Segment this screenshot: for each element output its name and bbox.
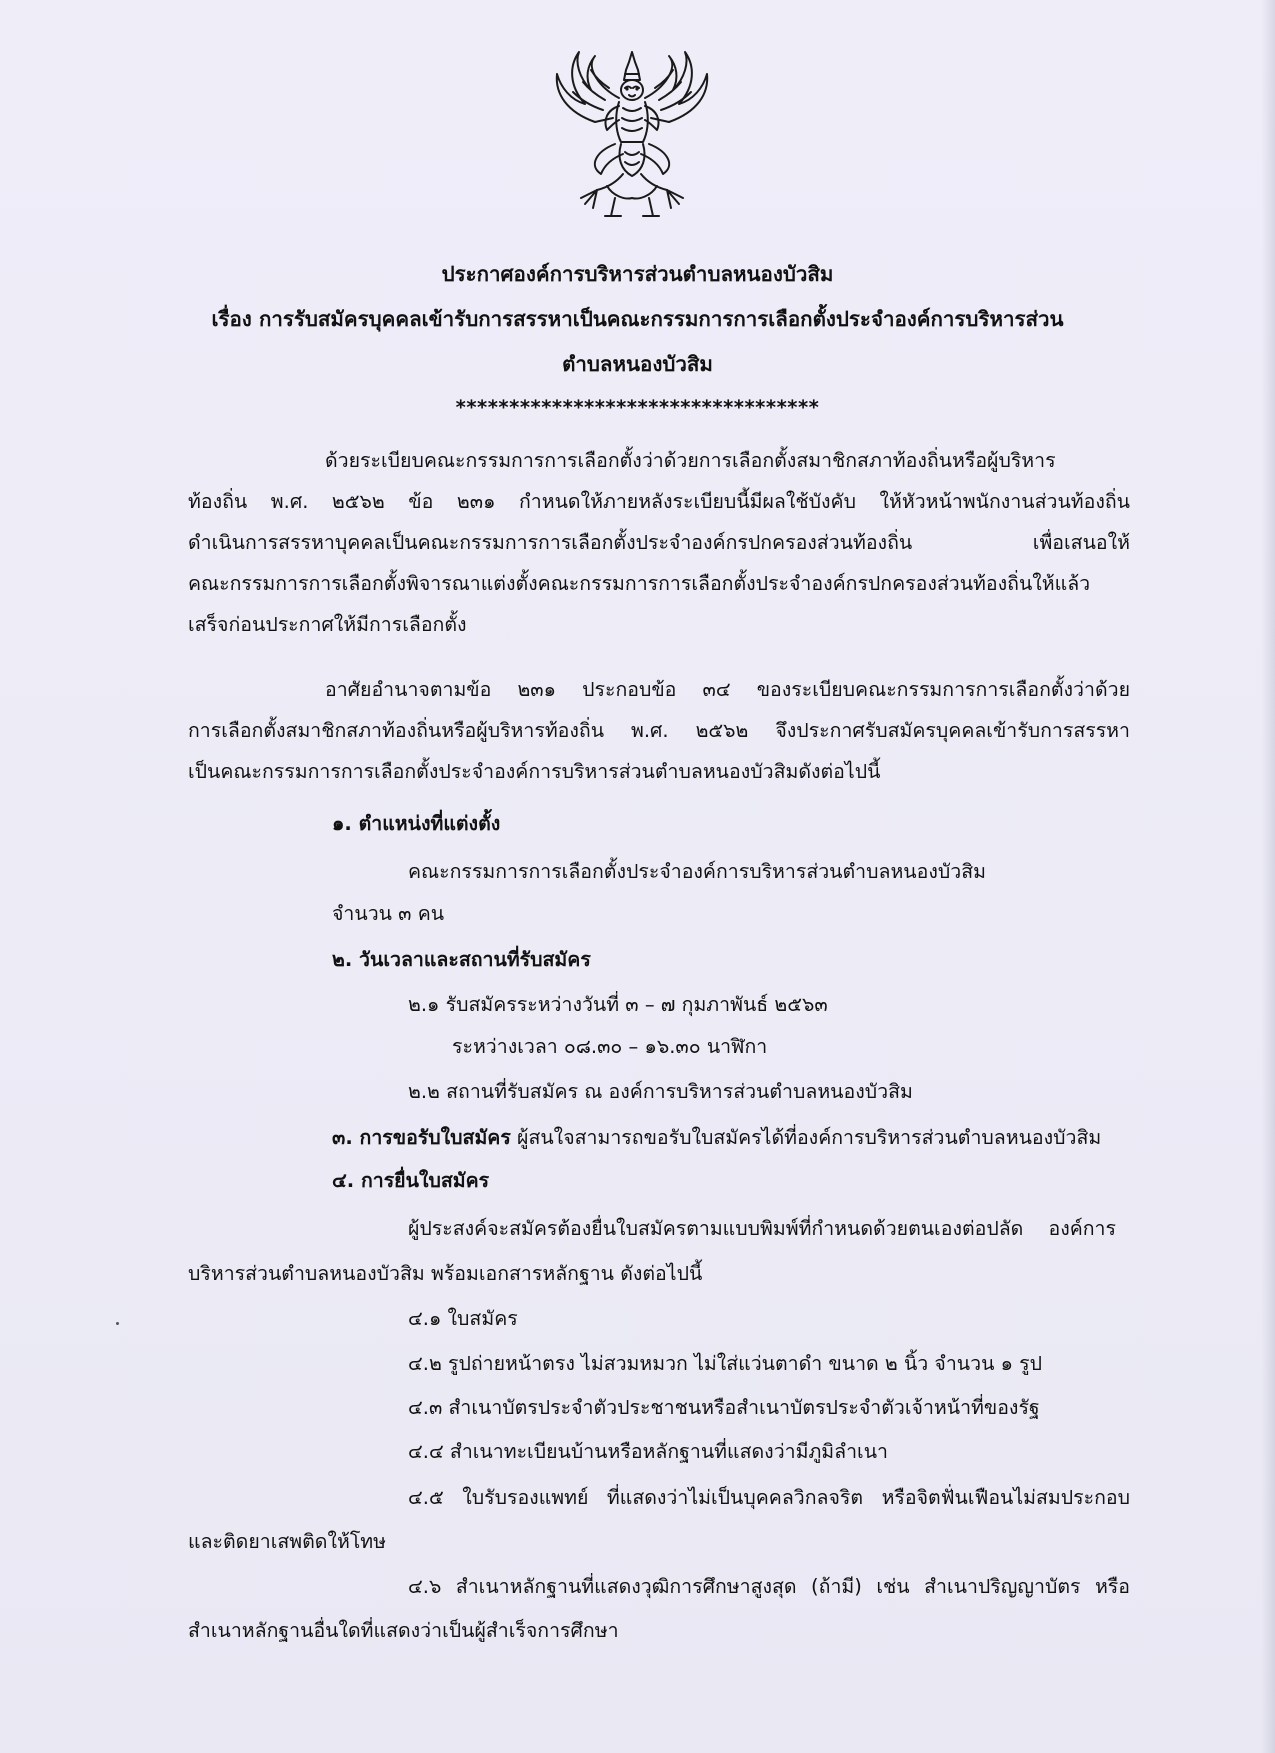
para2-line: การเลือกตั้งสมาชิกสภาท้องถิ่นหรือผู้บริหารท้องถิ่น พ.ศ. ๒๕๖๒ จึงประกาศรับสมัครบุคคลเข้ารับการสรรหา (188, 719, 1130, 742)
section4-item3: ๔.๓ สำเนาบัตรประจำตัวประชาชนหรือสำเนาบัตรประจำตัวเจ้าหน้าที่ของรัฐ (408, 1396, 1040, 1419)
section4-item5-line2: และติดยาเสพติดให้โทษ (188, 1530, 386, 1553)
section4-item5-line1: ๔.๕ ใบรับรองแพทย์ ที่แสดงว่าไม่เป็นบุคคลวิกลจริต หรือจิตฟั่นเฟือนไม่สมประกอบ (408, 1486, 1130, 1509)
section4-heading: ๔. การยื่นใบสมัคร (332, 1169, 490, 1192)
para1-line: คณะกรรมการการเลือกตั้งพิจารณาแต่งตั้งคณะกรรมการการเลือกตั้งประจำองค์กรปกครองส่วนท้องถิ่นให้แล้ว (188, 572, 1091, 595)
section2-item2: ๒.๒ สถานที่รับสมัคร ณ องค์การบริหารส่วนตำบลหนองบัวสิม (408, 1080, 913, 1103)
section4-item6-line2: สำเนาหลักฐานอื่นใดที่แสดงว่าเป็นผู้สำเร็จการศึกษา (188, 1619, 619, 1642)
separator: ********************************** (455, 396, 820, 419)
scan-speck (116, 1322, 119, 1325)
section4-intro-line1: ผู้ประสงค์จะสมัครต้องยื่นใบสมัครตามแบบพิมพ์ที่กำหนดด้วยตนเองต่อปลัด องค์การ (408, 1217, 1116, 1240)
section4-item2: ๔.๒ รูปถ่ายหน้าตรง ไม่สวมหมวก ไม่ใส่แว่นตาดำ ขนาด ๒ นิ้ว จำนวน ๑ รูป (408, 1352, 1043, 1375)
section4-item6-line1: ๔.๖ สำเนาหลักฐานที่แสดงวุฒิการศึกษาสูงสุด (ถ้ามี) เช่น สำเนาปริญญาบัตร หรือ (408, 1575, 1130, 1598)
section1-text: คณะกรรมการการเลือกตั้งประจำองค์การบริหารส่วนตำบลหนองบัวสิม (408, 860, 986, 883)
para2-line: อาศัยอำนาจตามข้อ ๒๓๑ ประกอบข้อ ๓๔ ของระเบียบคณะกรรมการการเลือกตั้งว่าด้วย (325, 678, 1130, 701)
section4-item4: ๔.๔ สำเนาทะเบียนบ้านหรือหลักฐานที่แสดงว่ามีภูมิลำเนา (408, 1440, 888, 1463)
section3-heading: ๓. การขอรับใบสมัคร (332, 1126, 511, 1149)
para1-line: ท้องถิ่น พ.ศ. ๒๕๖๒ ข้อ ๒๓๑ กำหนดให้ภายหลังระเบียบนี้มีผลใช้บังคับ ให้หัวหน้าพนักงานส่วนท้องถิ่น (188, 490, 1130, 513)
section2-heading: ๒. วันเวลาและสถานที่รับสมัคร (332, 948, 591, 971)
garuda-emblem-icon (545, 48, 720, 228)
para1-line: เสร็จก่อนประกาศให้มีการเลือกตั้ง (188, 613, 467, 636)
subject-line-cont: ตำบลหนองบัวสิม (562, 352, 713, 376)
para2-line: เป็นคณะกรรมการการเลือกตั้งประจำองค์การบริหารส่วนตำบลหนองบัวสิมดังต่อไปนี้ (188, 760, 881, 783)
page-title: ประกาศองค์การบริหารส่วนตำบลหนองบัวสิม (441, 262, 834, 286)
section2-item1-time: ระหว่างเวลา ๐๘.๓๐ – ๑๖.๓๐ นาฬิกา (452, 1035, 768, 1058)
subject-line: เรื่อง การรับสมัครบุคคลเข้ารับการสรรหาเป็นคณะกรรมการการเลือกตั้งประจำองค์การบริหารส่วน (211, 307, 1064, 331)
section3-line (332, 1126, 1101, 1150)
section1-heading: ๑. ตำแหน่งที่แต่งตั้ง (332, 812, 501, 835)
section2-item1: ๒.๑ รับสมัครระหว่างวันที่ ๓ – ๗ กุมภาพันธ์ ๒๕๖๓ (408, 993, 828, 1016)
section3-text: ผู้สนใจสามารถขอรับใบสมัครได้ที่องค์การบริหารส่วนตำบลหนองบัวสิม (510, 1126, 1102, 1149)
section1-count: จำนวน ๓ คน (332, 902, 445, 925)
para1-line: ด้วยระเบียบคณะกรรมการการเลือกตั้งว่าด้วยการเลือกตั้งสมาชิกสภาท้องถิ่นหรือผู้บริหาร (325, 449, 1056, 472)
section4-intro-line2: บริหารส่วนตำบลหนองบัวสิม พร้อมเอกสารหลักฐาน ดังต่อไปนี้ (188, 1262, 703, 1285)
section4-item1: ๔.๑ ใบสมัคร (408, 1307, 518, 1330)
para1-line: ดำเนินการสรรหาบุคคลเป็นคณะกรรมการการเลือกตั้งประจำองค์กรปกครองส่วนท้องถิ่น เพื่อเสนอให้ (188, 531, 1130, 554)
